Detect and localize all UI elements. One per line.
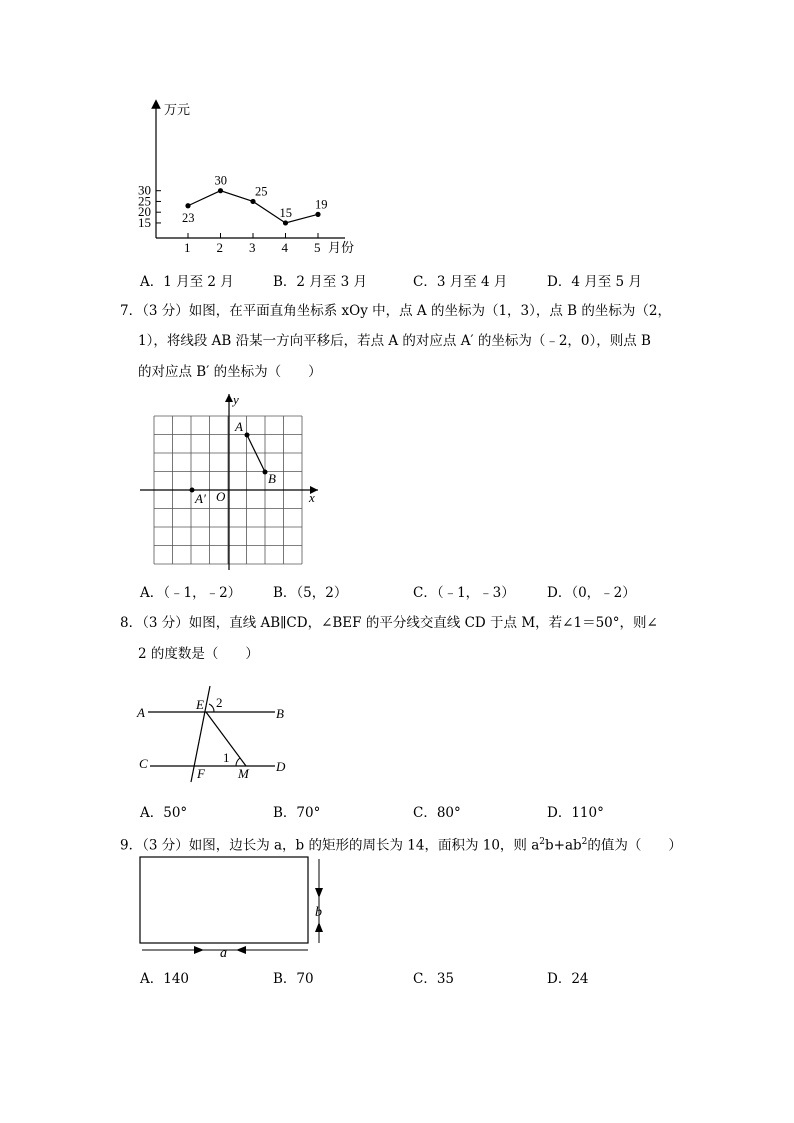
q6-option-a[interactable]: A．1 月至 2 月 <box>140 274 234 290</box>
x-tick-label: 2 <box>216 240 223 255</box>
x-tick-label: 3 <box>249 240 256 255</box>
y-tick-label: 25 <box>138 193 151 209</box>
grid-origin-label: O <box>216 489 226 504</box>
x-tick-label: 4 <box>281 240 288 255</box>
grid-x-label: x <box>309 490 315 505</box>
label-angle-2: 2 <box>216 695 223 710</box>
data-point <box>283 220 288 225</box>
chart-y-label: 万元 <box>164 102 191 117</box>
label-f: F <box>197 766 205 781</box>
label-c: C <box>139 756 148 771</box>
q9-option-b[interactable]: B．70 <box>273 971 314 987</box>
q9-exp-1: 2 <box>539 837 546 847</box>
segment-ab <box>247 435 265 472</box>
angle-2-arc <box>209 704 214 712</box>
q7-stem-line2: 1），将线段 AB 沿某一方向平移后，若点 A 的对应点 A′ 的坐标为（﹣2，0），则点 B <box>138 333 651 349</box>
point-b <box>263 470 268 475</box>
q7-stem-line3: 的对应点 B′ 的坐标为（ ） <box>138 364 322 380</box>
point-a <box>245 433 250 438</box>
label-d: D <box>276 759 286 774</box>
q8-option-c[interactable]: C．80° <box>413 805 461 821</box>
q6-option-d[interactable]: D．4 月至 5 月 <box>547 274 642 290</box>
q7-stem-line1: 7．（3 分）如图，在平面直角坐标系 xOy 中，点 A 的坐标为（1，3），点 B 的坐标为（2， <box>120 303 671 319</box>
q7-coordinate-grid <box>136 392 326 572</box>
rectangle <box>140 857 308 943</box>
chart-x-ticks <box>184 233 321 255</box>
grid-y-label: y <box>233 392 239 407</box>
point-a-prime <box>190 488 195 493</box>
y-tick-label: 30 <box>138 182 151 198</box>
chart-x-label: 月份 <box>328 240 355 255</box>
q6-option-c[interactable]: C．3 月至 4 月 <box>413 274 508 290</box>
monthly-line-chart <box>120 96 370 261</box>
a-arrow-right-icon <box>194 946 204 954</box>
q9-option-a[interactable]: A．140 <box>140 971 190 987</box>
q7-option-d[interactable]: D．（0，﹣2） <box>547 585 636 601</box>
label-e: E <box>196 697 204 712</box>
data-point <box>185 203 190 208</box>
y-tick-label: 20 <box>138 204 151 220</box>
data-label: 19 <box>315 197 328 212</box>
data-point <box>250 199 255 204</box>
data-point <box>315 212 320 217</box>
q7-option-a[interactable]: A．（﹣1，﹣2） <box>140 585 242 601</box>
b-arrow-down-icon <box>315 888 323 898</box>
q7-option-b[interactable]: B．（5，2） <box>273 585 348 601</box>
data-label: 30 <box>214 173 227 188</box>
point-b-label: B <box>268 471 276 486</box>
q8-parallel-lines-figure <box>130 670 300 790</box>
x-tick-label: 5 <box>314 240 321 255</box>
label-m: M <box>238 766 249 781</box>
label-angle-1: 1 <box>223 750 230 765</box>
q9-stem-post: 的值为（ ） <box>587 837 682 854</box>
q9-exp-2: 2 <box>581 837 588 847</box>
y-tick-label: 15 <box>138 214 151 230</box>
data-label: 15 <box>279 205 292 220</box>
data-label: 25 <box>255 184 268 199</box>
q9-rectangle-figure <box>130 852 340 967</box>
b-label: b <box>315 905 322 920</box>
q8-option-d[interactable]: D．110° <box>547 805 604 821</box>
q9-stem-mid: b+ab <box>545 837 582 854</box>
q8-option-a[interactable]: A．50° <box>140 805 188 821</box>
point-a-prime-label: A′ <box>195 491 206 506</box>
label-b: B <box>276 706 284 721</box>
q9-stem-pre: 9．（3 分）如图，边长为 a，b 的矩形的周长为 14，面积为 10，则 a <box>120 837 540 854</box>
label-a: A <box>137 705 145 720</box>
q9-option-d[interactable]: D．24 <box>547 971 589 987</box>
q8-option-b[interactable]: B．70° <box>273 805 321 821</box>
q7-option-c[interactable]: C．（﹣1，﹣3） <box>413 585 515 601</box>
grid-y-arrow <box>225 394 233 402</box>
a-label: a <box>220 946 227 961</box>
q8-stem-line1: 8．（3 分）如图，直线 AB∥CD，∠BEF 的平分线交直线 CD 于点 M，若∠1＝50°，则∠ <box>120 615 658 631</box>
data-label: 23 <box>182 210 195 225</box>
q6-option-b[interactable]: B．2 月至 3 月 <box>273 274 367 290</box>
q9-option-c[interactable]: C．35 <box>413 971 455 987</box>
a-arrow-left-icon <box>236 946 246 954</box>
point-a-label: A <box>235 419 243 434</box>
chart-series-line <box>188 191 318 223</box>
chart-y-ticks <box>138 183 161 230</box>
angle-1-arc <box>236 758 240 766</box>
data-point <box>218 188 223 193</box>
x-tick-label: 1 <box>184 240 191 255</box>
q8-stem-line2: 2 的度数是（ ） <box>138 646 259 662</box>
b-arrow-up-icon <box>315 922 323 932</box>
